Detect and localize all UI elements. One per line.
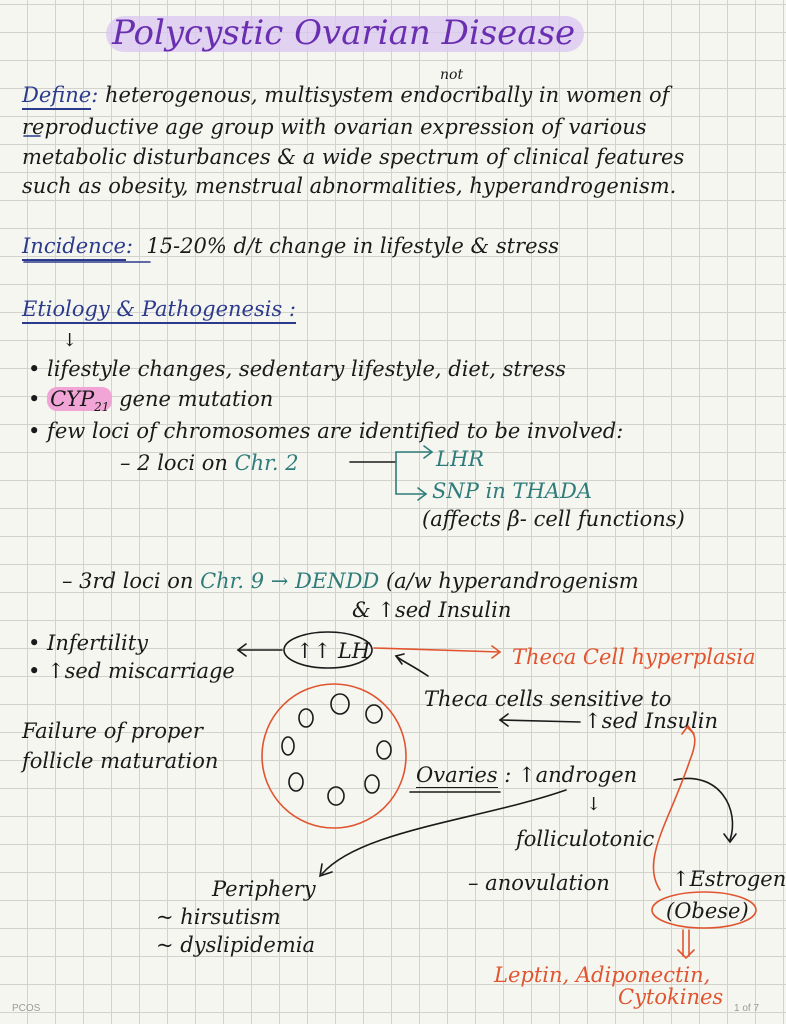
- obese: (Obese): [666, 899, 749, 923]
- gene-mutation: gene mutation: [119, 387, 274, 411]
- define-line-4: such as obesity, menstrual abnormalities, hyperandrogenism.: [22, 174, 677, 198]
- miscarriage: • ↑sed miscarriage: [28, 659, 235, 683]
- etiology-bullet-2: • $CYP_{21}$ gene mutation: [28, 387, 274, 415]
- loci-3-line-2: & ↑sed Insulin: [352, 598, 512, 622]
- leptin-adiponectin: Leptin, Adiponectin,: [494, 963, 711, 987]
- define-text-1: heterogenous, multisystem endocri: [105, 83, 481, 107]
- page-title: Polycystic Ovarian Disease: [112, 13, 576, 53]
- follicle-1: [299, 709, 313, 727]
- theca-cell-hyperplasia: Theca Cell hyperplasia: [512, 645, 756, 669]
- follicle-6: [289, 773, 303, 791]
- theca-sensitive: Theca cells sensitive to: [424, 687, 672, 711]
- loci-3-pre: – 3rd loci on: [62, 569, 194, 593]
- incidence-sep: :: [125, 234, 133, 258]
- lh-oval: [284, 632, 372, 668]
- follicle-8: [365, 775, 379, 793]
- hirsutism: ~ hirsutism: [156, 905, 281, 929]
- androgen-label: : ↑androgen: [504, 763, 638, 787]
- cyp-gene: $CYP_{21}$: [47, 387, 112, 411]
- anovulation: – anovulation: [468, 871, 610, 895]
- arrow-theca-to-lh: [396, 656, 428, 676]
- follicle-4: [282, 737, 294, 755]
- folliculotonic: folliculotonic: [516, 827, 655, 851]
- arrow-lh-to-theca-hyperplasia: [374, 648, 500, 652]
- arrow-insulin-to-theca: [500, 720, 580, 722]
- define-line-3: metabolic disturbances & a wide spectrum of clinical features: [22, 145, 685, 169]
- incidence-text: 15-20% d/t change in lifestyle & stress: [146, 234, 560, 258]
- loci-2-pre: – 2 loci on: [120, 451, 228, 475]
- snp-thada-label: SNP in THADA: [432, 479, 592, 503]
- down-arrow-icon: ↓: [62, 330, 78, 351]
- ovaries-label: Ovaries: [416, 763, 498, 787]
- etiology-bullet-3: • few loci of chromosomes are identified to be involved:: [28, 419, 624, 443]
- arrow-obese-to-insulin-head: [682, 726, 694, 734]
- define-text-1-end: bally in women of: [480, 83, 670, 107]
- define-not-insert: not: [440, 67, 464, 83]
- follicles: [282, 694, 391, 805]
- failure-line-1: Failure of proper: [22, 719, 203, 743]
- follicle-5: [377, 741, 391, 759]
- theca-insulin: ↑sed Insulin: [584, 709, 718, 733]
- arrow-obese-to-leptin-head: [678, 950, 694, 958]
- dyslipidemia: ~ dyslipidemia: [156, 933, 315, 957]
- estrogen: ↑Estrogen: [672, 867, 786, 891]
- follicle-3: [366, 705, 382, 723]
- failure-line-2: follicle maturation: [22, 749, 219, 773]
- etiology-label: Etiology & Pathogenesis :: [22, 297, 296, 324]
- chr-9-dendd: Chr. 9 → DENDD: [200, 569, 380, 593]
- lh-node: ↑↑ LH: [296, 639, 371, 663]
- footer-left: PCOS: [12, 1003, 41, 1014]
- arrow-androgen-to-periphery: [322, 790, 566, 874]
- cytokines: Cytokines: [618, 985, 724, 1009]
- affects-beta-cell: (affects β- cell functions): [422, 507, 685, 531]
- obese-oval: [652, 892, 756, 928]
- loci-3-post: (a/w hyperandrogenism: [385, 569, 639, 593]
- androgen-down-arrow-icon: ↓: [586, 794, 602, 815]
- define-label: Define: [22, 83, 91, 110]
- follicle-7: [328, 787, 344, 805]
- follicle-2: [331, 694, 349, 714]
- infertility: • Infertility: [28, 631, 149, 655]
- etiology-bullet-1: • lifestyle changes, sedentary lifestyle, diet, stress: [28, 357, 566, 381]
- incidence-label: Incidence: [22, 234, 126, 261]
- arrow-to-snp: [396, 462, 426, 494]
- ovary-circle: [262, 684, 406, 828]
- arrow-obese-to-insulin: [653, 728, 694, 890]
- chr-2: Chr. 2: [234, 451, 299, 475]
- footer-page: 1 of 7: [734, 1003, 760, 1014]
- periphery: Periphery: [212, 877, 316, 901]
- define-sep: :: [91, 83, 99, 107]
- lhr-label: LHR: [436, 447, 485, 471]
- arrow-androgen-to-estrogen: [674, 778, 733, 840]
- define-line-2: reproductive age group with ovarian expression of various: [22, 115, 647, 139]
